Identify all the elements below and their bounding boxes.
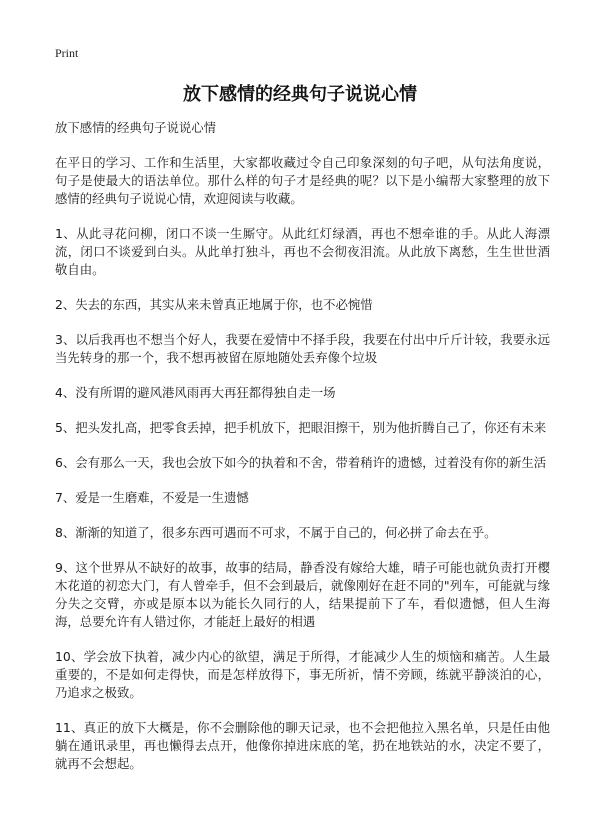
- quote-paragraph-10: 10、学会放下执着，减少内心的欲望，满足于所得，才能减少人生的烦恼和痛苦。人生最重要的，不是如何走得快，而是怎样放得下，事无所祈，情不旁顾，练就平静淡泊的心，乃追求之极致。: [55, 649, 550, 700]
- quote-paragraph-1: 1、从此寻花问柳，闭口不谈一生厮守。从此红灯绿酒，再也不想牵谁的手。从此人海漂流，闭口不谈爱到白头。从此单打独斗，再也不会彻夜泪流。从此放下离愁，生生世世酒敬自由。: [55, 226, 550, 277]
- quote-paragraph-7: 7、爱是一生磨难，不爱是一生遗憾: [55, 490, 249, 505]
- quote-paragraph-5: 5、把头发扎高，把零食丢掉，把手机放下，把眼泪擦干，别为他折腾自己了，你还有未来: [55, 420, 547, 435]
- quote-paragraph-11: 11、真正的放下大概是，你不会删除他的聊天记录，也不会把他拉入黑名单，只是任由他躺在通讯录里，再也懒得去点开，他像你掉进床底的笔，扔在地铁站的水，决定不要了，就再不会想起。: [55, 720, 550, 771]
- article-body: [55, 119, 550, 790]
- quote-paragraph-3: 3、以后我再也不想当个好人，我要在爱情中不择手段，我要在付出中斤斤计较，我要永远当先转身的那一个，我不想再被留在原地随处丢弃像个垃圾: [55, 332, 550, 365]
- print-label: Print: [55, 46, 79, 60]
- quote-paragraph-8: 8、渐渐的知道了，很多东西可遇而不可求，不属于自己的，何必拼了命去在乎。: [55, 525, 497, 540]
- quote-paragraph-6: 6、会有那么一天，我也会放下如今的执着和不舍，带着稍许的遗憾，过着没有你的新生活: [55, 455, 547, 470]
- intro-paragraph: 在平日的学习、工作和生活里，大家都收藏过令自己印象深刻的句子吧，从句法角度说，句子是使最大的语法单位。那什么样的句子才是经典的呢？以下是小编帮大家整理的放下感情的经典句子说说心情，欢迎阅读与收藏。: [55, 155, 550, 206]
- page-title: 放下感情的经典句子说说心情: [183, 84, 417, 105]
- article-subtitle: 放下感情的经典句子说说心情: [55, 120, 217, 135]
- quote-paragraph-9: 9、这个世界从不缺好的故事，故事的结局，静香没有嫁给大雄，晴子可能也就负责打开樱木花道的初恋大门，有人曾牵手，但不会到最后，就像刚好在赶不同的"列车，可能就与缘分失之交臂，亦或是原本以为能长久同行的人，结果提前下了车，看似遗憾，但人生海海，总要允许有人错过你，才能赶上最好的相遇: [55, 560, 550, 629]
- quote-paragraph-4: 4、没有所谓的避风港风雨再大再狂都得独自走一场: [55, 385, 336, 400]
- quote-paragraph-2: 2、失去的东西，其实从来未曾真正地属于你，也不必惋惜: [55, 297, 373, 312]
